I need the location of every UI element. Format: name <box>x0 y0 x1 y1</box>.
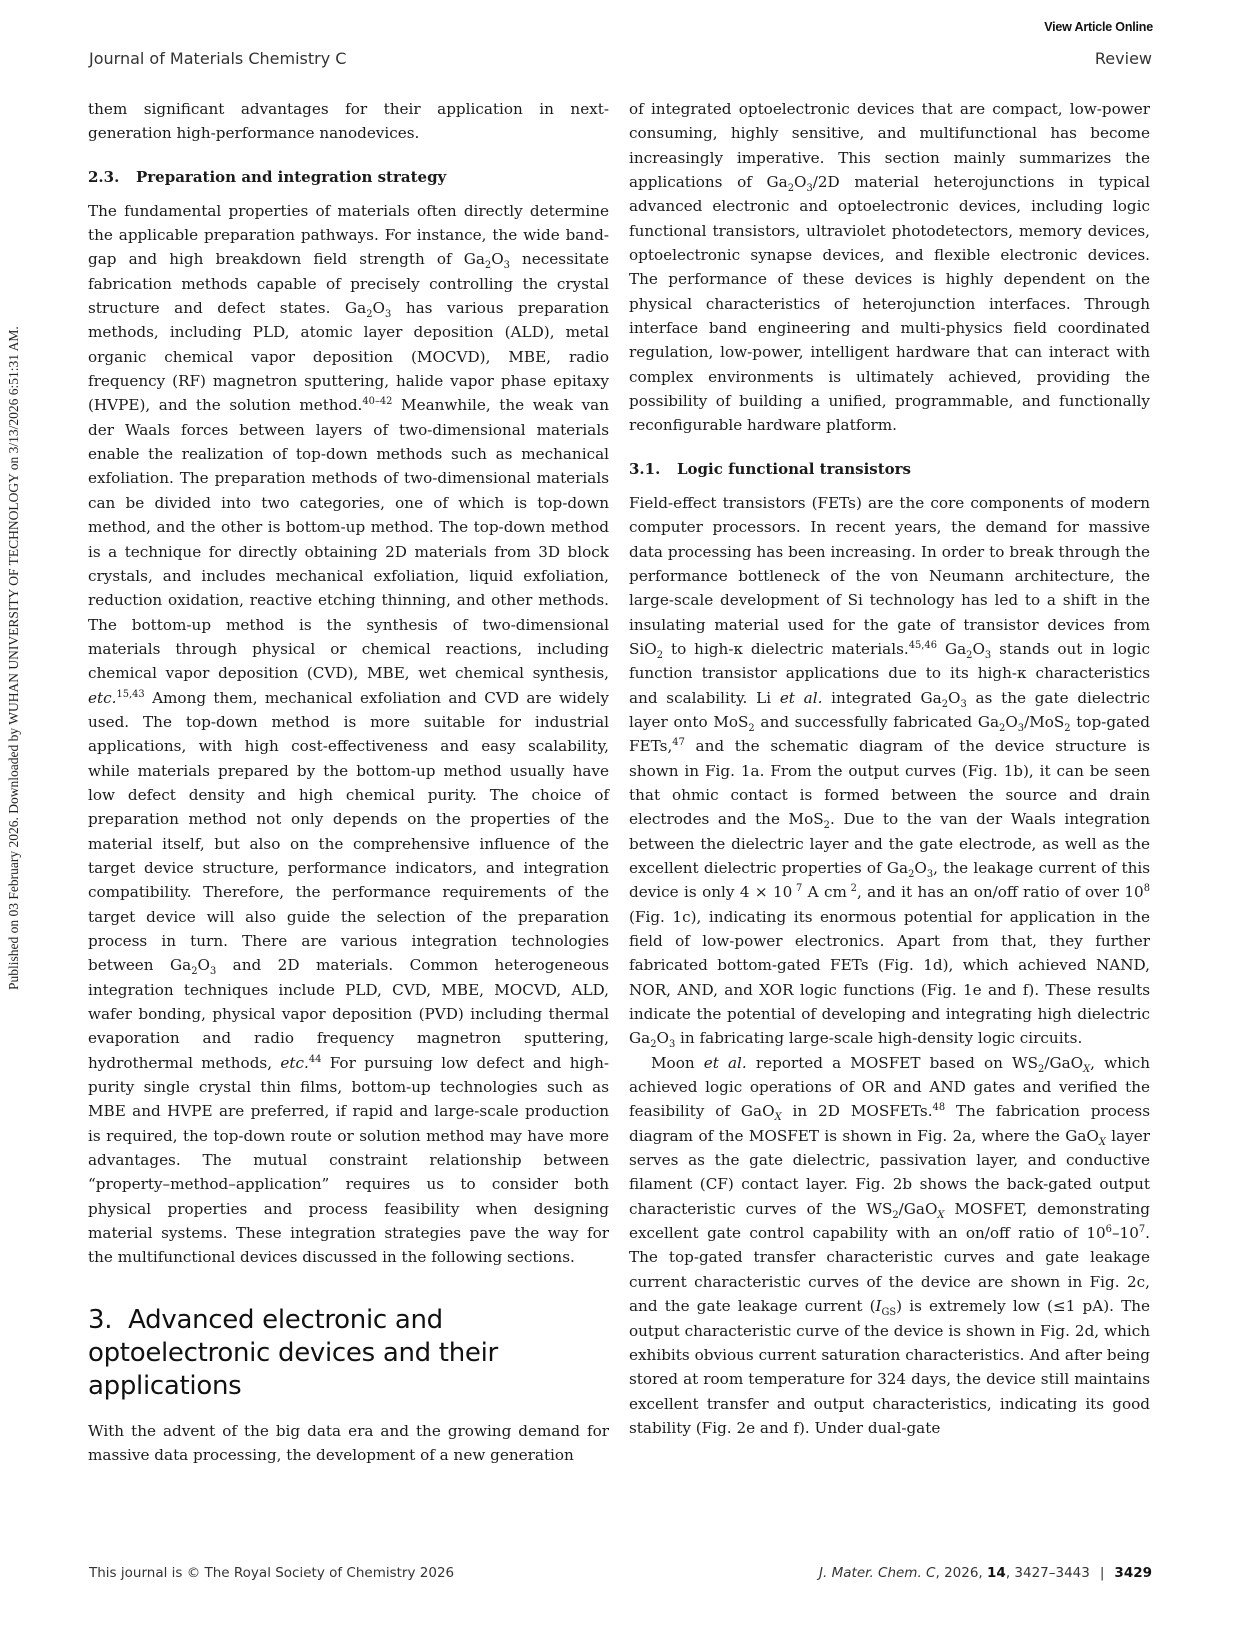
paragraph: Field-effect transistors (FETs) are the core components of modern computer processors. In recent years, the demand for massive data processing has been increasing. In order to break through the performance bottleneck of the von Neumann architecture, the large-scale development of Si technology has led to a shift in the insulating material used for the gate of transistor devices from SiO$_2$ to high-κ dielectric materials.$^{45,46}$ $Ga_2O_3$ stands out in logic function transistor applications due to its high-κ characteristics and scalability. Li et al. integrated $Ga_2O_3$ as the gate dielectric layer onto MoS$_2$ and successfully fabricated $Ga_2O_3/MoS_2$ top-gated FETs,$^{47}$ and the schematic diagram of the device structure is shown in Fig. 1a. From the output curves (Fig. 1b), it can be seen that ohmic contact is formed between the source and drain electrodes and the MoS$_2$. Due to the van der Waals integration between the dielectric layer and the gate electrode, as well as the excellent dielectric properties of $Ga_2O_3$, the leakage current of this device is only 4 × 10 $^7$ A cm $^2$, and it has an on/off ratio of over $10^8$ (Fig. 1c), indicating its enormous potential for application in the field of low-power electronics. Apart from that, they further fabricated bottom-gated FETs (Fig. 1d), which achieved NAND, NOR, AND, and XOR logic functions (Fig. 1e and f). These results indicate the potential of developing and integrating high dielectric $Ga_2O_3$ in fabricating large-scale high-density logic circuits. <box>629 493 1151 1051</box>
page-number: 3429 <box>1114 1565 1152 1581</box>
paragraph: With the advent of the big data era and the growing demand for massive data processing, the development of a new generation <box>88 1421 609 1465</box>
citation-link[interactable]: 15,43 <box>116 688 145 700</box>
right-column <box>629 97 1150 1440</box>
paragraph: of integrated optoelectronic devices that are compact, low-power consuming, highly sensitive, and multifunctional has become increasingly imperative. This section mainly summarizes the applications of $Ga_2O_3/2D$ material heterojunctions in typical advanced electronic and optoelectronic devices, including logic functional transistors, ultraviolet photodetectors, memory devices, optoelectronic synapse devices, and flexible electronic devices. The performance of these devices is highly dependent on the physical characteristics of heterojunction interfaces. Through interface band engineering and multi-physics field coordinated regulation, low-power, intelligent hardware that can interact with complex environments is ultimately achieved, providing the possibility of building a unified, programmable, and functionally reconfigurable hardware platform. <box>629 100 1150 435</box>
subsection-title: Logic functional transistors <box>677 459 911 478</box>
subsection-title: Preparation and integration strategy <box>136 167 447 186</box>
article-type: Review <box>1094 49 1152 68</box>
section-number: 3. <box>88 1304 113 1335</box>
citation-link[interactable]: 48 <box>932 1102 946 1114</box>
subsection-heading-3-1 <box>629 457 1150 481</box>
citation-link[interactable]: 40–42 <box>362 396 393 408</box>
section-title: Advanced electronic and optoelectronic devices and their applications <box>88 1304 498 1401</box>
paragraph: them significant advantages for their application in next-generation high-performance nanodevices. <box>88 100 609 143</box>
subsection-number: 2.3. <box>88 167 120 186</box>
citation-link[interactable]: 44 <box>308 1053 322 1065</box>
paragraph: Moon et al. reported a MOSFET based on $WS_2/GaO_X$, which achieved logic operations of OR and AND gates and verified the feasibility of GaO$_X$ in 2D MOSFETs.$^{48}$ The fabrication process diagram of the MOSFET is shown in Fig. 2a, where the GaO$_X$ layer serves as the gate dielectric, passivation layer, and conductive filament (CF) contact layer. Fig. 2b shows the back-gated output characteristic curves of the $WS_2/GaO_X$ MOSFET, demonstrating excellent gate control capability with an on/off ratio of $10^6-10^7$. The top-gated transfer characteristic curves and gate leakage current characteristic curves of the device are shown in Fig. 2c, and the gate leakage current $(I_{GS})$ is extremely low (≤1 pA). The output characteristic curve of the device is shown in Fig. 2d, which exhibits obvious current saturation characteristics. And after being stored at room temperature for 324 days, the device still maintains excellent transfer and output characteristics, indicating its good stability (Fig. 2e and f). Under dual-gate <box>629 1053 1150 1437</box>
left-column <box>88 97 609 1468</box>
running-header <box>89 49 1152 68</box>
subsection-number: 3.1. <box>629 459 661 478</box>
copyright-notice: This journal is © The Royal Society of Chemistry 2026 <box>89 1565 455 1581</box>
journal-name: Journal of Materials Chemistry C <box>89 49 347 68</box>
view-article-online-link[interactable]: View Article Online <box>1044 20 1153 34</box>
page-footer <box>89 1565 1152 1581</box>
citation-link[interactable]: 45,46 <box>908 639 937 651</box>
download-stamp: Published on 03 February 2026. Downloaded by WUHAN UNIVERSITY OF TECHNOLOGY on 3/13/2026 6:51:31 AM. <box>6 326 21 990</box>
section-heading-3 <box>88 1304 609 1403</box>
paragraph: The fundamental properties of materials often directly determine the applicable preparation pathways. For instance, the wide band-gap and high breakdown field strength of $Ga_2O_3$ necessitate fabrication methods capable of precisely controlling the crystal structure and defect states. $Ga_2O_3$ has various preparation methods, including PLD, atomic layer deposition (ALD), metal organic chemical vapor deposition (MOCVD), MBE, radio frequency (RF) magnetron sputtering, halide vapor phase epitaxy (HVPE), and the solution method.$^{40-42}$ Meanwhile, the weak van der Waals forces between layers of two-dimensional materials enable the realization of top-down methods such as mechanical exfoliation. The preparation methods of two-dimensional materials can be divided into two categories, one of which is top-down method, and the other is bottom-up method. The top-down method is a technique for directly obtaining 2D materials from 3D block crystals, and includes mechanical exfoliation, liquid exfoliation, reduction oxidation, reactive etching thinning, and other methods. The bottom-up method is the synthesis of two-dimensional materials through physical or chemical reactions, including chemical vapor deposition (CVD), MBE, wet chemical synthesis, etc.$^{15,43}$ Among them, mechanical exfoliation and CVD are widely used. The top-down method is more suitable for industrial applications, with high cost-effectiveness and easy scalability, while materials prepared by the bottom-up method usually have low defect density and high chemical purity. The choice of preparation method not only depends on the properties of the material itself, but also on the comprehensive influence of the target device structure, performance indicators, and integration compatibility. Therefore, the performance requirements of the target device will also guide the selection of the preparation process in turn. There are various integration technologies between $Ga_2O_3$ and 2D materials. Common heterogeneous integration techniques include PLD, CVD, MBE, MOCVD, ALD, wafer bonding, physical vapor deposition (PVD) including thermal evaporation and radio frequency magnetron sputtering, hydrothermal methods, etc.$^{44}$ For pursuing low defect and high-purity single crystal thin films, bottom-up technologies such as MBE and HVPE are preferred, if rapid and large-scale production is required, the top-down route or solution method may have more advantages. The mutual constraint relationship between “property–method–application” requires us to consider both physical properties and process feasibility when designing material systems. These integration strategies pave the way for the multifunctional devices discussed in the following sections. <box>88 201 610 1267</box>
subsection-heading-2-3 <box>88 165 609 189</box>
citation-line: J. Mater. Chem. C, 2026, 14, 3427–3443 | 3429 <box>819 1565 1152 1581</box>
citation-link[interactable]: 47 <box>672 737 685 749</box>
